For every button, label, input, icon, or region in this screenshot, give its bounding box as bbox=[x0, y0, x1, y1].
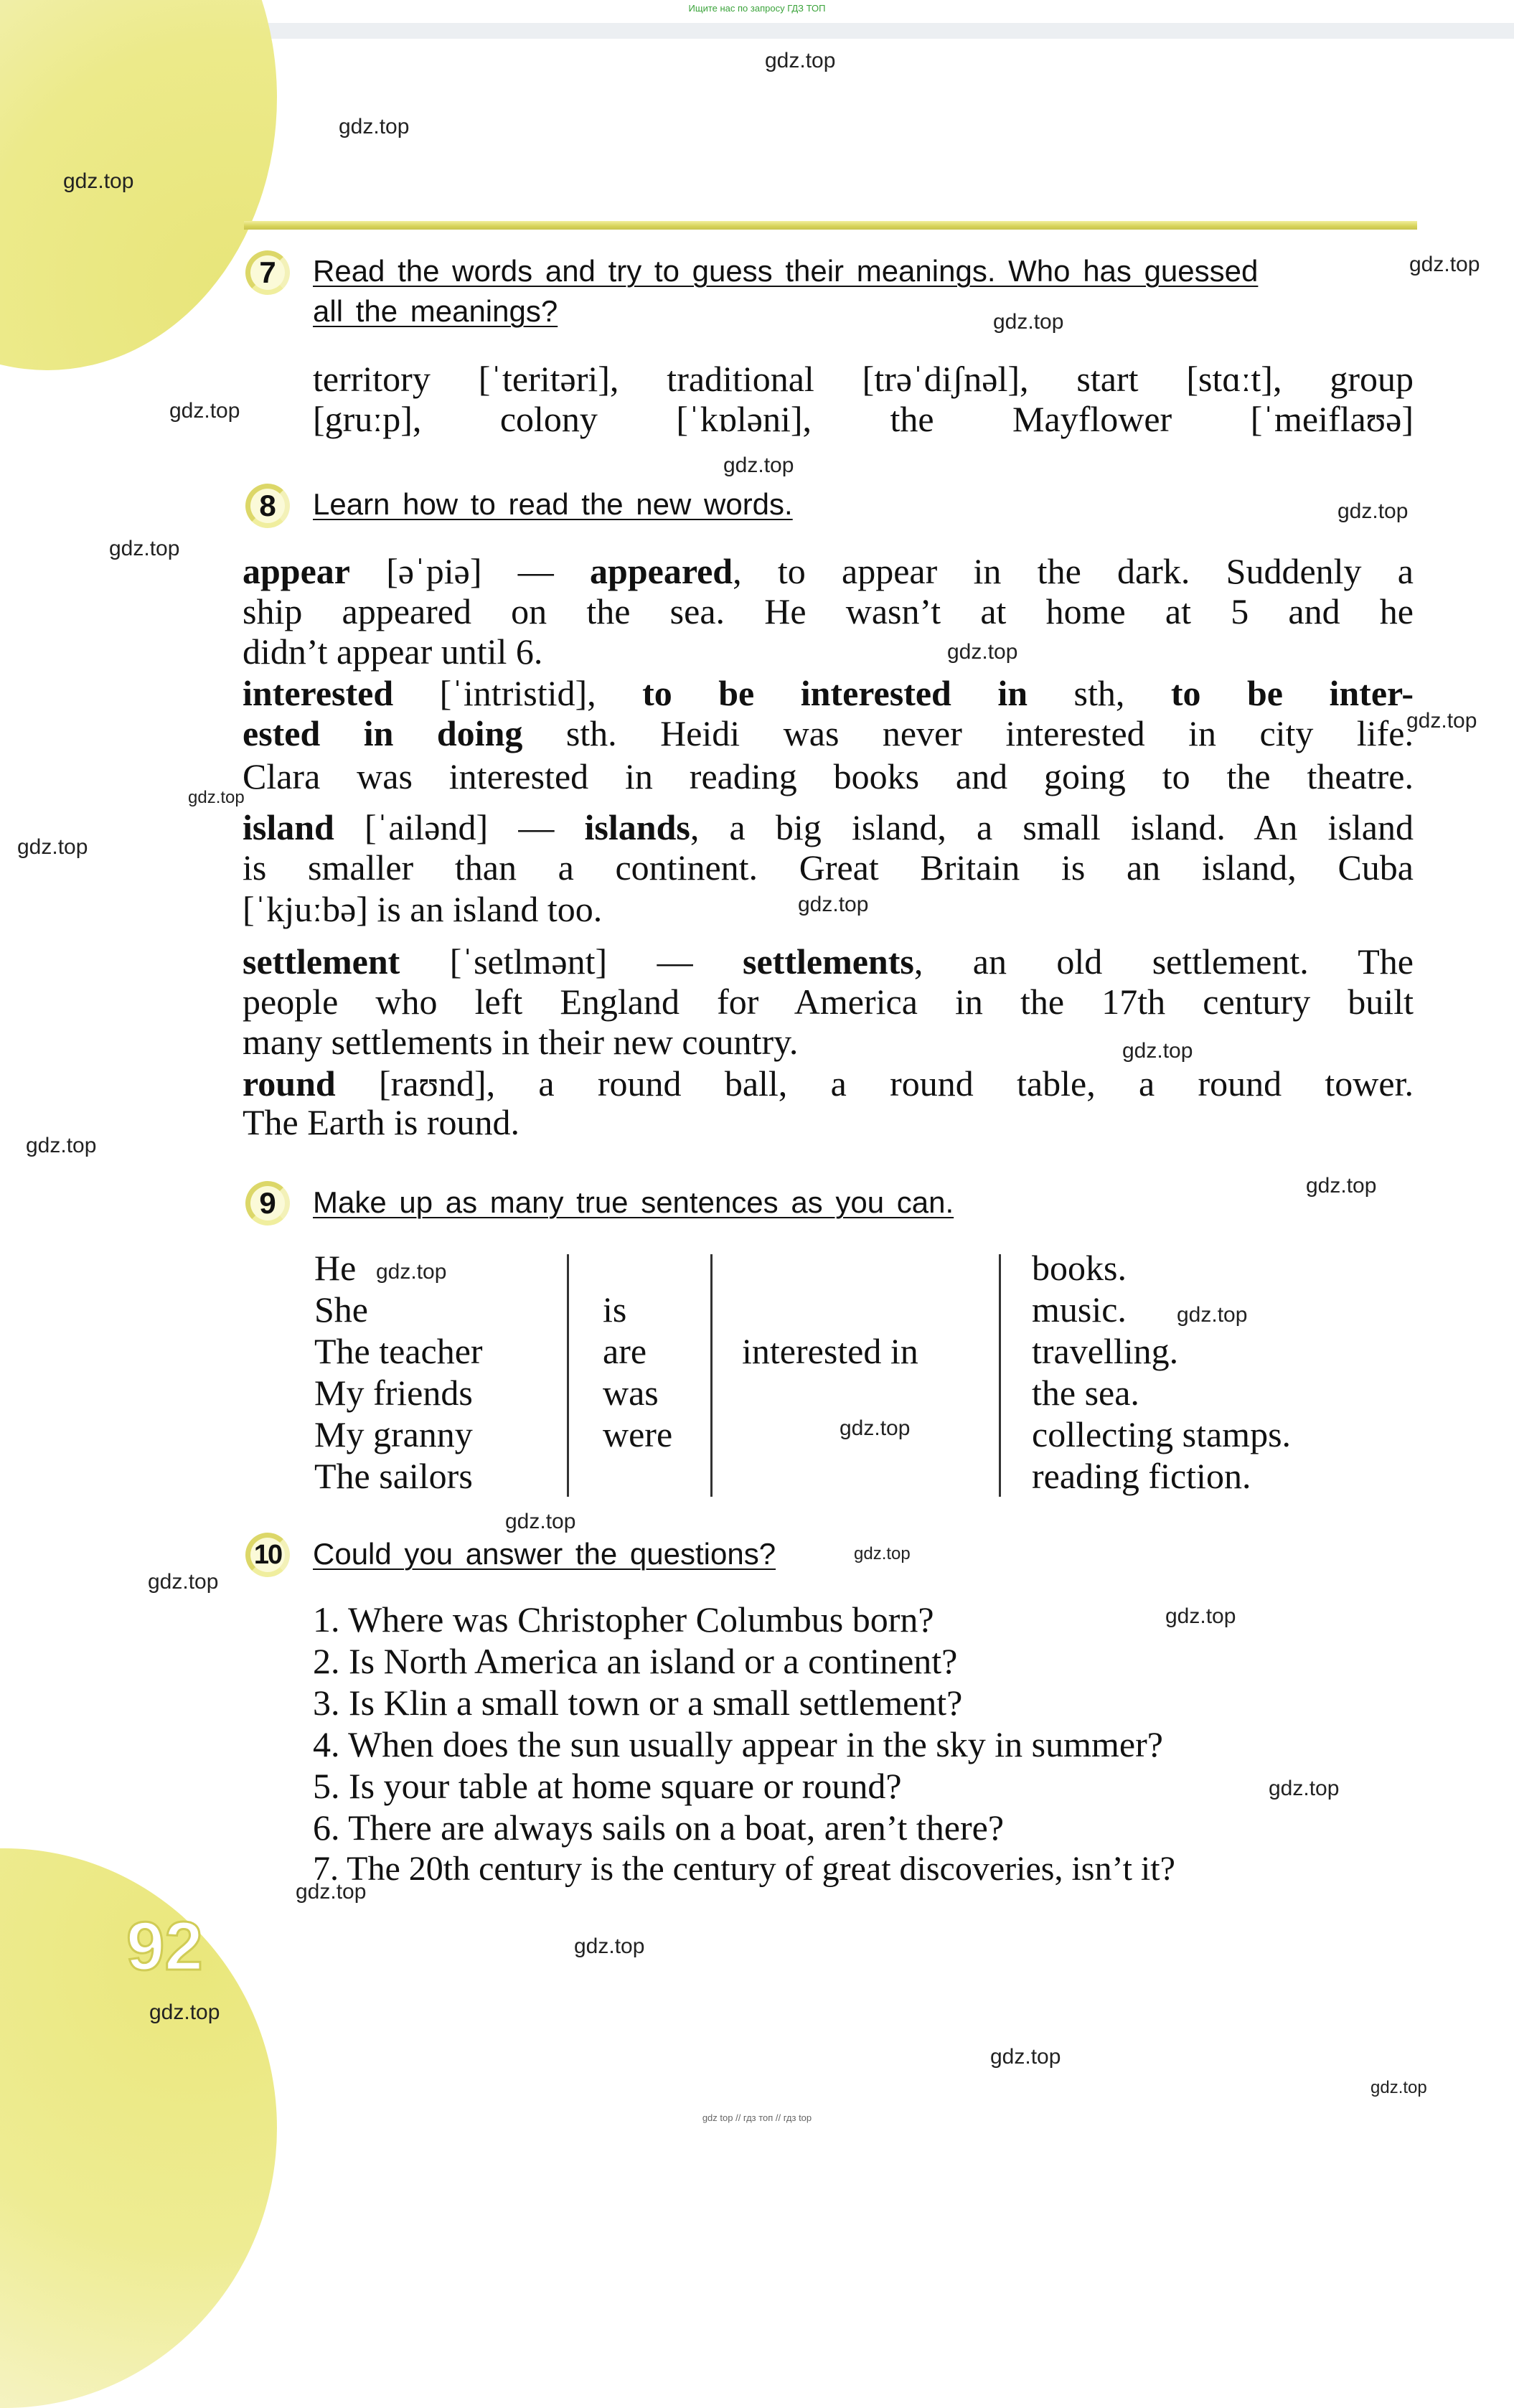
entry-island-line-1 bbox=[243, 807, 1414, 848]
watermark: gdz.top bbox=[1370, 2078, 1427, 2097]
transcription-settlement: [ˈsetlmənt] — bbox=[400, 941, 743, 982]
subject-item: The sailors bbox=[314, 1456, 473, 1496]
form-settlements: settlements bbox=[743, 941, 914, 982]
watermark: gdz.top bbox=[505, 1510, 576, 1533]
watermark: gdz.top bbox=[339, 115, 410, 138]
exercise-7-instruction-line-2: all the meanings? bbox=[313, 294, 558, 328]
verb-item: is bbox=[603, 1289, 627, 1330]
entry-interested-line-2 bbox=[243, 713, 1414, 754]
watermark: gdz.top bbox=[1409, 253, 1480, 276]
object-item: the sea. bbox=[1032, 1373, 1139, 1413]
headword-appear: appear bbox=[243, 551, 350, 591]
watermark: gdz.top bbox=[148, 1570, 219, 1594]
entry-settlement-line-3: many settlements in their new country. bbox=[243, 1022, 799, 1062]
object-item: collecting stamps. bbox=[1032, 1414, 1292, 1454]
headword-settlement: settlement bbox=[243, 941, 400, 982]
watermark: gdz.top bbox=[296, 1880, 367, 1904]
exercise-9-number: 9 bbox=[245, 1181, 290, 1226]
verb-item: are bbox=[603, 1331, 647, 1371]
question-item: 5. Is your table at home square or round? bbox=[313, 1766, 902, 1806]
watermark: gdz.top bbox=[1165, 1604, 1236, 1628]
entry-round-line-1 bbox=[243, 1063, 1414, 1104]
watermark: gdz.top bbox=[169, 399, 240, 423]
exercise-7-number: 7 bbox=[245, 250, 290, 295]
form-islands: islands bbox=[584, 807, 690, 847]
entry-appear-line-2: ship appeared on the sea. He wasn’t at home at 5 and he bbox=[243, 591, 1414, 631]
entry-round-line-2: The Earth is round. bbox=[243, 1102, 520, 1142]
question-item: 7. The 20th century is the century of great discoveries, isn’t it? bbox=[313, 1850, 1175, 1888]
entry-interested-line-3: Clara was interested in reading books and going to the theatre. bbox=[243, 756, 1414, 796]
page-number: 92 bbox=[126, 1908, 203, 1985]
column-divider bbox=[999, 1254, 1001, 1497]
questions-list bbox=[313, 1599, 1415, 1890]
watermark: gdz.top bbox=[109, 537, 180, 560]
object-item: music. bbox=[1032, 1289, 1127, 1330]
exercise-7-words-line-1: territory [ˈteritəri], traditional [trəˈdiʃnəl], start [stɑːt], group bbox=[313, 359, 1414, 399]
watermark: gdz.top bbox=[1306, 1174, 1377, 1198]
header-rule bbox=[244, 221, 1417, 230]
search-hint-link[interactable]: Ищите нас по запросу ГДЗ ТОП bbox=[688, 3, 826, 14]
object-item: reading fiction. bbox=[1032, 1456, 1251, 1496]
question-item: 1. Where was Christopher Columbus born? bbox=[313, 1599, 934, 1640]
entry-island-examples: , a big island, a small island. An island bbox=[690, 807, 1414, 847]
exercise-7-instruction-line-1: Read the words and try to guess their meanings. Who has guessed bbox=[313, 254, 1259, 288]
watermark: gdz.top bbox=[149, 2000, 220, 2024]
column-divider bbox=[710, 1254, 713, 1497]
phrase-interested-in-doing-part-1: to be inter- bbox=[1170, 673, 1414, 713]
headword-interested: interested bbox=[243, 673, 394, 713]
watermark: gdz.top bbox=[1337, 499, 1409, 523]
entry-interested-example: sth. Heidi was never interested in city life. bbox=[522, 713, 1414, 753]
watermark: gdz.top bbox=[947, 640, 1018, 664]
watermark: gdz.top bbox=[188, 788, 245, 807]
watermark: gdz.top bbox=[840, 1416, 911, 1440]
entry-appear-examples: , to appear in the dark. Suddenly a bbox=[733, 551, 1414, 591]
entry-settlement-line-1 bbox=[243, 941, 1414, 982]
objects-column bbox=[1032, 1247, 1291, 1497]
transcription-interested: [ˈintristid], bbox=[393, 673, 643, 713]
entry-interested-sth: sth, bbox=[1028, 673, 1171, 713]
watermark: gdz.top bbox=[765, 49, 836, 72]
headword-round: round bbox=[243, 1063, 336, 1104]
watermark: gdz.top bbox=[1269, 1777, 1340, 1800]
entry-appear-line-1 bbox=[243, 551, 1414, 592]
question-item: 3. Is Klin a small town or a small settlement? bbox=[313, 1683, 963, 1723]
subject-item: He bbox=[314, 1248, 357, 1288]
entry-island-line-2: is smaller than a continent. Great Britain is an island, Cuba bbox=[243, 847, 1414, 888]
watermark: gdz.top bbox=[1177, 1303, 1248, 1327]
corner-decoration-top bbox=[0, 0, 277, 370]
question-item: 6. There are always sails on a boat, aren’t there? bbox=[313, 1807, 1005, 1848]
phrase-interested-in-cell: interested in bbox=[742, 1331, 918, 1371]
verb-item: were bbox=[603, 1414, 673, 1454]
verb-item: was bbox=[603, 1373, 659, 1413]
entry-round-examples: [raʊnd], a round ball, a round table, a round tower. bbox=[335, 1063, 1414, 1104]
headword-island: island bbox=[243, 807, 334, 847]
watermark: gdz.top bbox=[63, 169, 134, 193]
phrase-interested-in: to be interested in bbox=[642, 673, 1028, 713]
entry-settlement-line-2: people who left England for America in the 17th century built bbox=[243, 982, 1414, 1022]
entry-interested-line-1 bbox=[243, 673, 1414, 714]
exercise-10-instruction: Could you answer the questions? bbox=[313, 1537, 776, 1571]
watermark: gdz.top bbox=[574, 1934, 645, 1958]
exercise-10-number: 10 bbox=[245, 1533, 290, 1577]
transcription-appear: [əˈpiə] — bbox=[350, 551, 591, 591]
question-item: 4. When does the sun usually appear in the sky in summer? bbox=[313, 1724, 1163, 1764]
watermark: gdz.top bbox=[376, 1260, 447, 1284]
watermark: gdz.top bbox=[17, 835, 88, 859]
column-divider bbox=[567, 1254, 569, 1497]
subject-item: She bbox=[314, 1289, 368, 1330]
subject-item: My friends bbox=[314, 1373, 473, 1413]
watermark: gdz.top bbox=[990, 2045, 1061, 2069]
watermark: gdz.top bbox=[798, 893, 869, 916]
footer-links[interactable]: gdz top // гдз топ // гдз top bbox=[702, 2112, 812, 2123]
entry-appear-line-3: didn’t appear until 6. bbox=[243, 631, 543, 672]
watermark: gdz.top bbox=[854, 1544, 911, 1563]
entry-settlement-examples: , an old settlement. The bbox=[913, 941, 1414, 982]
object-item: books. bbox=[1032, 1248, 1127, 1288]
subjects-column bbox=[314, 1247, 483, 1497]
phrase-interested-in-doing-part-2: ested in doing bbox=[243, 713, 523, 753]
exercise-9-instruction: Make up as many true sentences as you can. bbox=[313, 1185, 954, 1219]
subject-item: The teacher bbox=[314, 1331, 483, 1371]
exercise-8-instruction: Learn how to read the new words. bbox=[313, 487, 793, 521]
watermark: gdz.top bbox=[1122, 1039, 1193, 1063]
object-item: travelling. bbox=[1032, 1331, 1179, 1371]
watermark: gdz.top bbox=[723, 453, 794, 477]
entry-island-line-3: [ˈkjuːbə] is an island too. bbox=[243, 889, 603, 929]
watermark: gdz.top bbox=[993, 310, 1064, 334]
question-item: 2. Is North America an island or a continent? bbox=[313, 1641, 958, 1681]
watermark: gdz.top bbox=[1406, 709, 1477, 733]
verbs-column bbox=[603, 1289, 672, 1455]
exercise-8-number: 8 bbox=[245, 484, 290, 528]
exercise-7-words-line-2: [gruːp], colony [ˈkɒləni], the Mayflower [ˈmeiflaʊə] bbox=[313, 399, 1414, 439]
watermark: gdz.top bbox=[26, 1134, 97, 1157]
subject-item: My granny bbox=[314, 1414, 473, 1454]
form-appeared: appeared bbox=[590, 551, 733, 591]
transcription-island: [ˈailənd] — bbox=[334, 807, 585, 847]
